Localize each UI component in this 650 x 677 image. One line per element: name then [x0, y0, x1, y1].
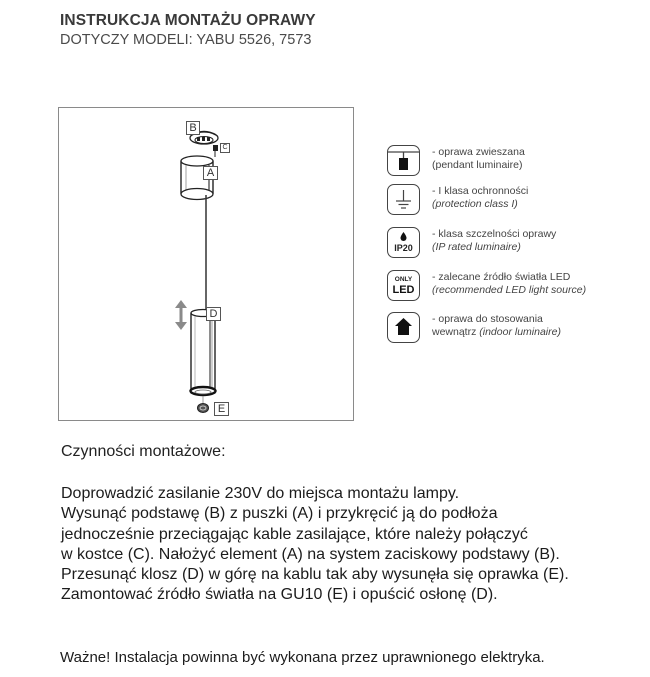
label-d: D [206, 307, 221, 321]
only-led-icon [387, 270, 420, 301]
document-title: INSTRUKCJA MONTAŻU OPRAWY [60, 12, 316, 29]
label-b: B [186, 121, 200, 135]
legend-pendant-translation: (pendant luminaire) [432, 158, 523, 171]
label-e: E [214, 402, 229, 416]
instruction-line: Zamontować źródło światła na GU10 (E) i opuścić osłonę (D). [61, 586, 498, 604]
safety-warning: Ważne! Instalacja powinna być wykonana przez uprawnionego elektryka. [60, 649, 545, 666]
instruction-line: Doprowadzić zasilanie 230V do miejsca montażu lampy. [61, 485, 460, 502]
lamp-assembly-drawing [58, 107, 354, 421]
height-adjust-arrow-icon [175, 300, 187, 330]
legend-protection-label: - I klasa ochronności [432, 185, 529, 197]
legend-ip-label: - klasa szczelności oprawy [432, 228, 557, 240]
instruction-line: w kostce (C). Nałożyć element (A) na system zaciskowy podstawy (B). [61, 545, 560, 563]
instruction-line: jednocześnie przeciągając kable zasilające, które należy połączyć [61, 525, 528, 543]
legend-ip-translation: (IP rated luminaire) [432, 240, 521, 253]
indoor-house-icon [387, 312, 420, 343]
legend-item-protection-class [387, 184, 627, 216]
instruction-line: Przesunąć klosz (D) w górę na kablu tak aby wysunęła się oprawka (E). [61, 566, 569, 584]
gu10-socket-icon [198, 396, 209, 413]
only-led-icon-bottom: LED [392, 284, 415, 296]
legend-item-pendant [387, 145, 627, 177]
legend-indoor-prefix: wewnątrz [432, 325, 480, 338]
label-a: A [203, 166, 218, 180]
earth-ground-icon [387, 184, 420, 215]
ip20-icon-text: IP20 [394, 243, 413, 253]
only-led-icon-top: ONLY [394, 276, 413, 283]
instructions-heading: Czynności montażowe: [61, 443, 226, 460]
instructions-steps [61, 484, 569, 606]
instruction-line: Wysunąć podstawę (B) z puszki (A) i przykręcić ją do podłoża [61, 505, 498, 523]
document-subtitle: DOTYCZY MODELI: YABU 5526, 7573 [60, 32, 312, 48]
legend-item-led [387, 270, 627, 302]
shade-tube-icon [191, 310, 216, 396]
label-c: C [220, 143, 230, 153]
legend-protection-translation: (protection class I) [432, 197, 518, 210]
pendant-icon [387, 145, 420, 176]
legend-item-indoor [387, 312, 627, 344]
legend-led-translation: (recommended LED light source) [432, 283, 587, 296]
legend-indoor-label: - oprawa do stosowania [432, 313, 543, 325]
legend-item-ip-rating [387, 227, 627, 259]
legend-pendant-label: - oprawa zwieszana [432, 146, 525, 158]
terminal-block-icon [213, 145, 218, 151]
legend-indoor-translation: (indoor luminaire) [479, 325, 561, 338]
legend-led-label: - zalecane źródło światła LED [432, 271, 571, 283]
ip20-icon [387, 227, 420, 258]
